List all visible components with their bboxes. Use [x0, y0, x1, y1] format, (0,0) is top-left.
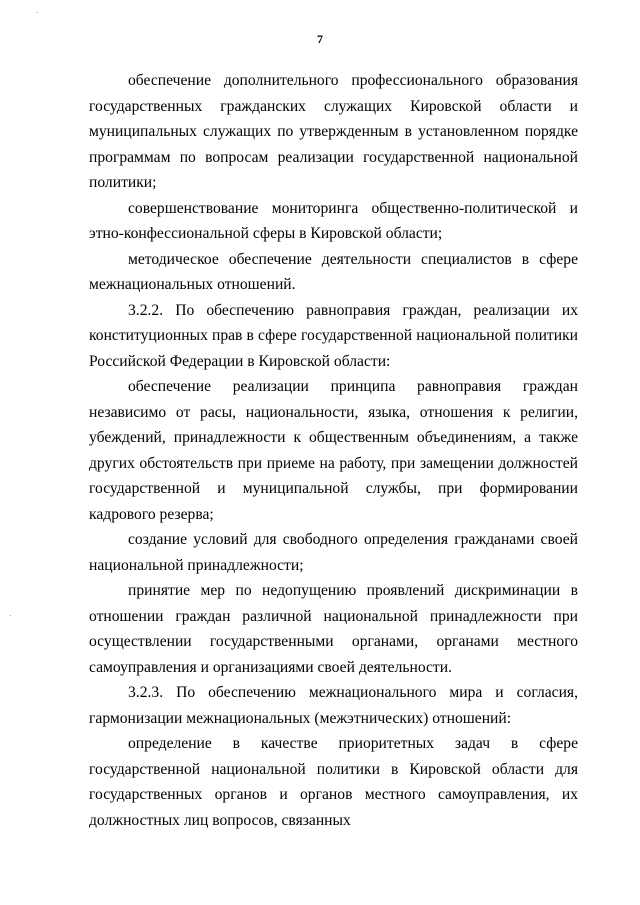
paragraph-professional-education: обеспечение дополнительного профессионального образования государственных гражданских служащих Кировской области и муниципальных служащих по утвержденным в установленном порядке программам по вопросам реализации государственной национальной политики; — [89, 72, 578, 191]
page-number: 7 — [317, 32, 323, 46]
paragraph-priority-tasks: определение в качестве приоритетных задач в сфере государственной национальной политики в Кировской области для государственных органов и органов местного самоуправления, их должностных лиц вопросов, связанных — [89, 735, 578, 829]
section-3-2-3-heading: 3.2.3. По обеспечению межнационального мира и согласия, гармонизации межнациональных (межэтнических) отношений: — [89, 684, 578, 727]
scan-artifact-mark: · — [9, 612, 12, 620]
paragraph-anti-discrimination: принятие мер по недопущению проявлений дискриминации в отношении граждан различной национальной принадлежности при осуществлении государственными органами, органами местного самоуправления и организациями своей деятельности. — [89, 582, 578, 676]
section-3-2-2-heading: 3.2.2. По обеспечению равноправия граждан, реализации их конституционных прав в сфере государственной национальной политики Российской Федерации в Кировской области: — [89, 301, 578, 370]
scan-artifact-mark: · — [36, 9, 39, 17]
paragraph-national-identity: создание условий для свободного определения гражданами своей национальной принадлежности; — [89, 531, 578, 574]
paragraph-monitoring: совершенствование мониторинга общественно-политической и этно-конфессиональной сферы в Кировской области; — [89, 199, 578, 242]
paragraph-methodical-support: методическое обеспечение деятельности специалистов в сфере межнациональных отношений. — [89, 250, 578, 293]
document-body — [89, 68, 578, 833]
paragraph-equality-principle: обеспечение реализации принципа равноправия граждан независимо от расы, национальности, языка, отношения к религии, убеждений, принадлежности к общественным объединениям, а также других обстоятельств при приеме на работу, при замещении должностей государственной и муниципальной службы, при формировании кадрового резерва; — [89, 378, 578, 523]
